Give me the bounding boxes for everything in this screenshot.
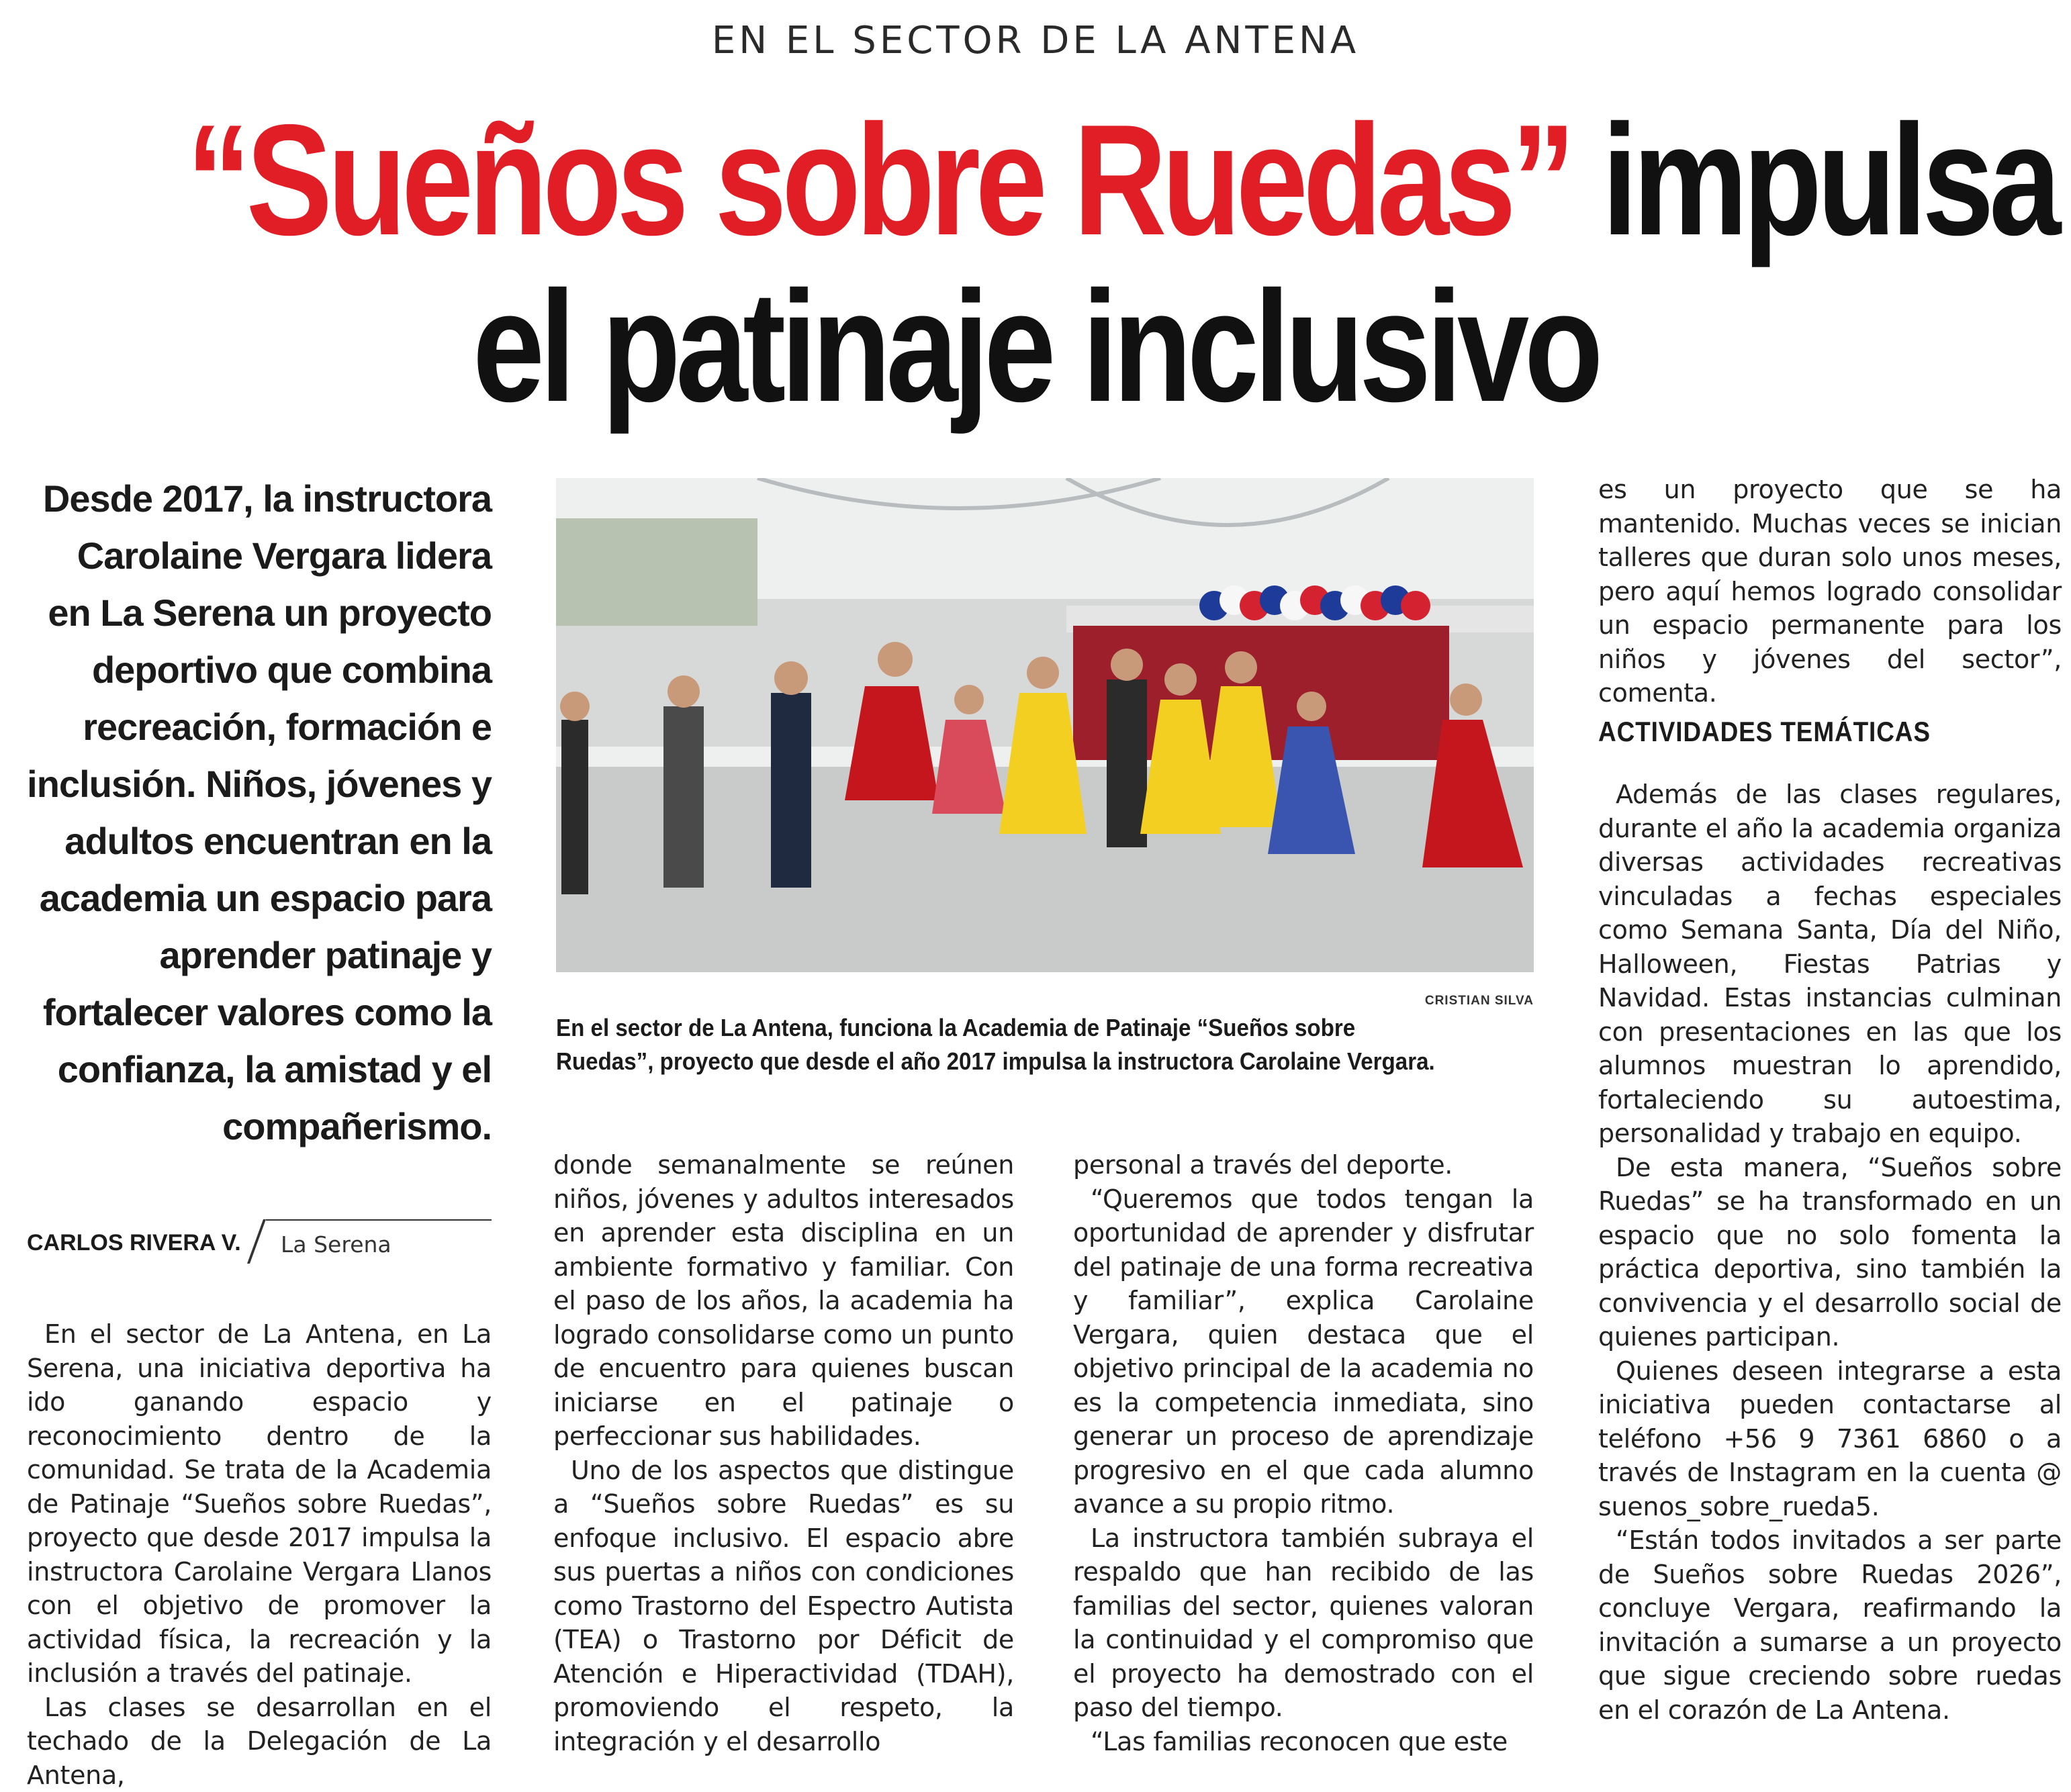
photo-skaters-illustration xyxy=(556,478,1534,972)
article-column-1 xyxy=(27,1317,492,1792)
byline xyxy=(27,1219,492,1266)
section-subheading: ACTIVIDADES TEMÁTICAS xyxy=(1598,716,1931,748)
photo-trees xyxy=(556,518,757,626)
col4-paragraph-4: Quienes deseen integrarse a esta iniciativa pueden contactarse al teléfono +56 9 7361 6860 o a través de Instagram en la cuenta @ suenos_sobre_rueda5. xyxy=(1598,1354,2062,1524)
col4-paragraph-3: De esta manera, “Sueños sobre Ruedas” se ha transformado en un espacio que no solo fomenta la práctica deportiva, sino también la convivencia y el desarrollo social de quienes participan. xyxy=(1598,1151,2062,1354)
article-column-4-top xyxy=(1598,473,2062,710)
article-column-2 xyxy=(553,1148,1014,1758)
byline-rule xyxy=(266,1219,492,1221)
article-photo xyxy=(556,478,1534,972)
col1-paragraph-1: En el sector de La Antena, en La Serena, una iniciativa deportiva ha ido ganando espacio y reconocimiento dentro de la comunidad. Se trata de la Academia de Patinaje “Sueños sobre Ruedas”, proyecto que desde 2017 impulsa la instructora Carolaine Vergara Llanos con el objetivo de promover la actividad física, la recreación y la inclusión a través del patinaje. xyxy=(27,1317,492,1691)
col1-paragraph-2: Las clases se desarrollan en el techado de la Delegación de La Antena, xyxy=(27,1691,492,1792)
col3-paragraph-4: “Las familias reconocen que este xyxy=(1073,1725,1534,1759)
col4-paragraph-5: “Están todos invitados a ser parte de Sueños sobre Ruedas 2026”, concluye Vergara, reafirmando la invitación a sumarse a un proyecto que sigue creciendo sobre ruedas en el corazón de La Antena. xyxy=(1598,1523,2062,1727)
col3-paragraph-1: personal a través del deporte. xyxy=(1073,1148,1534,1182)
lede-paragraph: Desde 2017, la instructora Carolaine Vergara lidera en La Serena un proyecto deportivo que combina recreación, formación e inclusión. Niños, jóvenes y adultos encuentran en la academia un espacio para aprender patinaje y fortalecer valores como la confianza, la amistad y el compañerismo. xyxy=(27,470,492,1155)
article-column-4-bottom xyxy=(1598,777,2062,1727)
headline-line-2: el patinaje inclusivo xyxy=(187,267,1885,425)
headline-black-part: impulsa xyxy=(1571,91,2056,268)
col3-paragraph-3: La instructora también subraya el respaldo que han recibido de las familias del sector, quienes valoran la continuidad y el compromiso que el proyecto ha demostrado con el paso del tiempo. xyxy=(1073,1521,1534,1725)
col4-paragraph-2: Además de las clases regulares, durante el año la academia organiza diversas actividades recreativas vinculadas a fechas especiales como Semana Santa, Día del Niño, Halloween, Fiestas Patrias y Navidad. Estas instancias culminan con presentaciones en las que los alumnos muestran lo aprendido, fortaleciendo su autoestima, personalidad y trabajo en equipo. xyxy=(1598,777,2062,1151)
col3-paragraph-2: “Queremos que todos tengan la oportunidad de aprender y disfrutar del patinaje de una forma recreativa y familiar”, explica Carolaine Vergara, quien destaca que el objetivo principal de la academia no es la competencia inmediata, sino generar un proceso de aprendizaje progresivo en el que cada alumno avance a su propio ritmo. xyxy=(1073,1182,1534,1521)
col4-paragraph-1: es un proyecto que se ha mantenido. Muchas veces se inician talleres que duran solo unos meses, pero aquí hemos logrado consolidar un espacio permanente para los niños y jóvenes del sector”, comenta. xyxy=(1598,473,2062,710)
col2-paragraph-1: donde semanalmente se reúnen niños, jóvenes y adultos interesados en aprender esta disciplina en un ambiente formativo y familiar. Con el paso de los años, la academia ha logrado consolidarse como un punto de encuentro para quienes buscan iniciarse en el patinaje o perfeccionar sus habilidades. xyxy=(553,1148,1014,1454)
col2-paragraph-2: Uno de los aspectos que distingue a “Sueños sobre Ruedas” es su enfoque inclusivo. El espacio abre sus puertas a niños con condiciones como Trastorno del Espectro Autista (TEA) o Trastorno por Déficit de Atención e Hiperactividad (TDAH), promoviendo el respeto, la integración y el desarrollo xyxy=(553,1454,1014,1759)
headline-red-part: “Sueños sobre Ruedas” xyxy=(187,91,1571,268)
byline-divider xyxy=(247,1219,266,1264)
photo-credit: CRISTIAN SILVA xyxy=(556,994,1534,1008)
headline-line-1 xyxy=(187,101,1885,258)
section-kicker: EN EL SECTOR DE LA ANTENA xyxy=(0,19,2071,62)
article-column-3 xyxy=(1073,1148,1534,1758)
byline-city: La Serena xyxy=(281,1231,392,1258)
photo-caption: En el sector de La Antena, funciona la Academia de Patinaje “Sueños sobre Ruedas”, proyecto que desde el año 2017 impulsa la instructora Carolaine Vergara. xyxy=(556,1011,1458,1078)
byline-author: CARLOS RIVERA V. xyxy=(27,1230,241,1256)
